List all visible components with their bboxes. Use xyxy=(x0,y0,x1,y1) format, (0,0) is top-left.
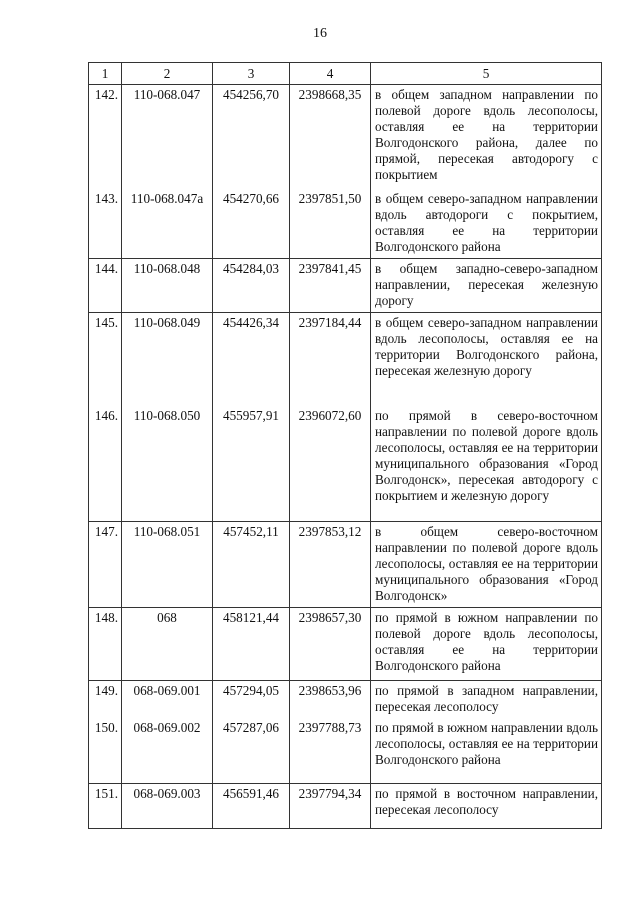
coordinate-x: 457287,06 xyxy=(213,718,290,784)
table-row xyxy=(89,189,602,259)
table-row xyxy=(89,521,602,607)
point-code: 110-068.049 xyxy=(122,312,213,406)
coordinate-y: 2397794,34 xyxy=(290,784,371,829)
point-code: 068-069.003 xyxy=(122,784,213,829)
row-number: 147. xyxy=(89,521,122,607)
coordinate-y: 2397851,50 xyxy=(290,189,371,259)
coordinate-y: 2397841,45 xyxy=(290,258,371,312)
table-row xyxy=(89,85,602,189)
row-number: 144. xyxy=(89,258,122,312)
boundary-description: по прямой в восточном направлении, пересекая лесополосу xyxy=(371,784,602,829)
row-number: 150. xyxy=(89,718,122,784)
coordinate-x: 456591,46 xyxy=(213,784,290,829)
boundary-description: по прямой в южном направлении вдоль лесополосы, оставляя ее на территории Волгодонского района xyxy=(371,718,602,784)
table-row xyxy=(89,312,602,406)
coordinate-y: 2397184,44 xyxy=(290,312,371,406)
boundary-description: по прямой в западном направлении, пересекая лесополосу xyxy=(371,680,602,718)
coordinate-x: 457294,05 xyxy=(213,680,290,718)
row-number: 149. xyxy=(89,680,122,718)
boundary-description: в общем западном направлении по полевой дороге вдоль лесополосы, оставляя ее на территории Волгодонского района, далее по прямой, пересекая автодорогу с покрытием xyxy=(371,85,602,189)
coordinate-x: 455957,91 xyxy=(213,406,290,521)
point-code: 110-068.047 xyxy=(122,85,213,189)
coordinate-x: 454256,70 xyxy=(213,85,290,189)
boundary-description: в общем северо-западном направлении вдоль автодороги с покрытием, оставляя ее на территории Волгодонского района xyxy=(371,189,602,259)
point-code: 068-069.002 xyxy=(122,718,213,784)
table-row xyxy=(89,406,602,521)
row-number: 146. xyxy=(89,406,122,521)
table-row xyxy=(89,718,602,784)
column-header: 1 xyxy=(89,63,122,85)
coordinate-x: 454426,34 xyxy=(213,312,290,406)
point-code: 110-068.051 xyxy=(122,521,213,607)
page-number: 16 xyxy=(313,26,327,41)
column-header: 5 xyxy=(371,63,602,85)
column-header: 3 xyxy=(213,63,290,85)
table-header-row xyxy=(89,63,602,85)
point-code: 110-068.047а xyxy=(122,189,213,259)
coordinate-x: 454270,66 xyxy=(213,189,290,259)
boundary-description: в общем северо-восточном направлении по полевой дороге вдоль лесополосы, оставляя ее на территории муниципального образования «Город Волгодонск» xyxy=(371,521,602,607)
boundary-points-table xyxy=(88,62,602,829)
table-row xyxy=(89,258,602,312)
coordinate-y: 2398668,35 xyxy=(290,85,371,189)
row-number: 142. xyxy=(89,85,122,189)
point-code: 068 xyxy=(122,607,213,680)
column-header: 4 xyxy=(290,63,371,85)
column-header: 2 xyxy=(122,63,213,85)
boundary-description: в общем северо-западном направлении вдоль лесополосы, оставляя ее на территории Волгодонского района, пересекая железную дорогу xyxy=(371,312,602,406)
point-code: 068-069.001 xyxy=(122,680,213,718)
point-code: 110-068.048 xyxy=(122,258,213,312)
table-row xyxy=(89,607,602,680)
table-row xyxy=(89,680,602,718)
coordinate-y: 2397788,73 xyxy=(290,718,371,784)
coordinate-y: 2397853,12 xyxy=(290,521,371,607)
coordinate-y: 2396072,60 xyxy=(290,406,371,521)
coordinate-y: 2398657,30 xyxy=(290,607,371,680)
row-number: 151. xyxy=(89,784,122,829)
boundary-description: по прямой в северо-восточном направлении по полевой дороге вдоль лесополосы, оставляя ее на территории муниципального образования «Город Волгодонск», пересекая автодорогу с покрытием и железную дорогу xyxy=(371,406,602,521)
boundary-description: по прямой в южном направлении по полевой дороге вдоль лесополосы, оставляя ее на территории Волгодонского района xyxy=(371,607,602,680)
coordinate-x: 457452,11 xyxy=(213,521,290,607)
row-number: 143. xyxy=(89,189,122,259)
coordinate-y: 2398653,96 xyxy=(290,680,371,718)
point-code: 110-068.050 xyxy=(122,406,213,521)
row-number: 145. xyxy=(89,312,122,406)
coordinate-x: 458121,44 xyxy=(213,607,290,680)
table-row xyxy=(89,784,602,829)
boundary-description: в общем западно-северо-западном направлении, пересекая железную дорогу xyxy=(371,258,602,312)
row-number: 148. xyxy=(89,607,122,680)
coordinate-x: 454284,03 xyxy=(213,258,290,312)
